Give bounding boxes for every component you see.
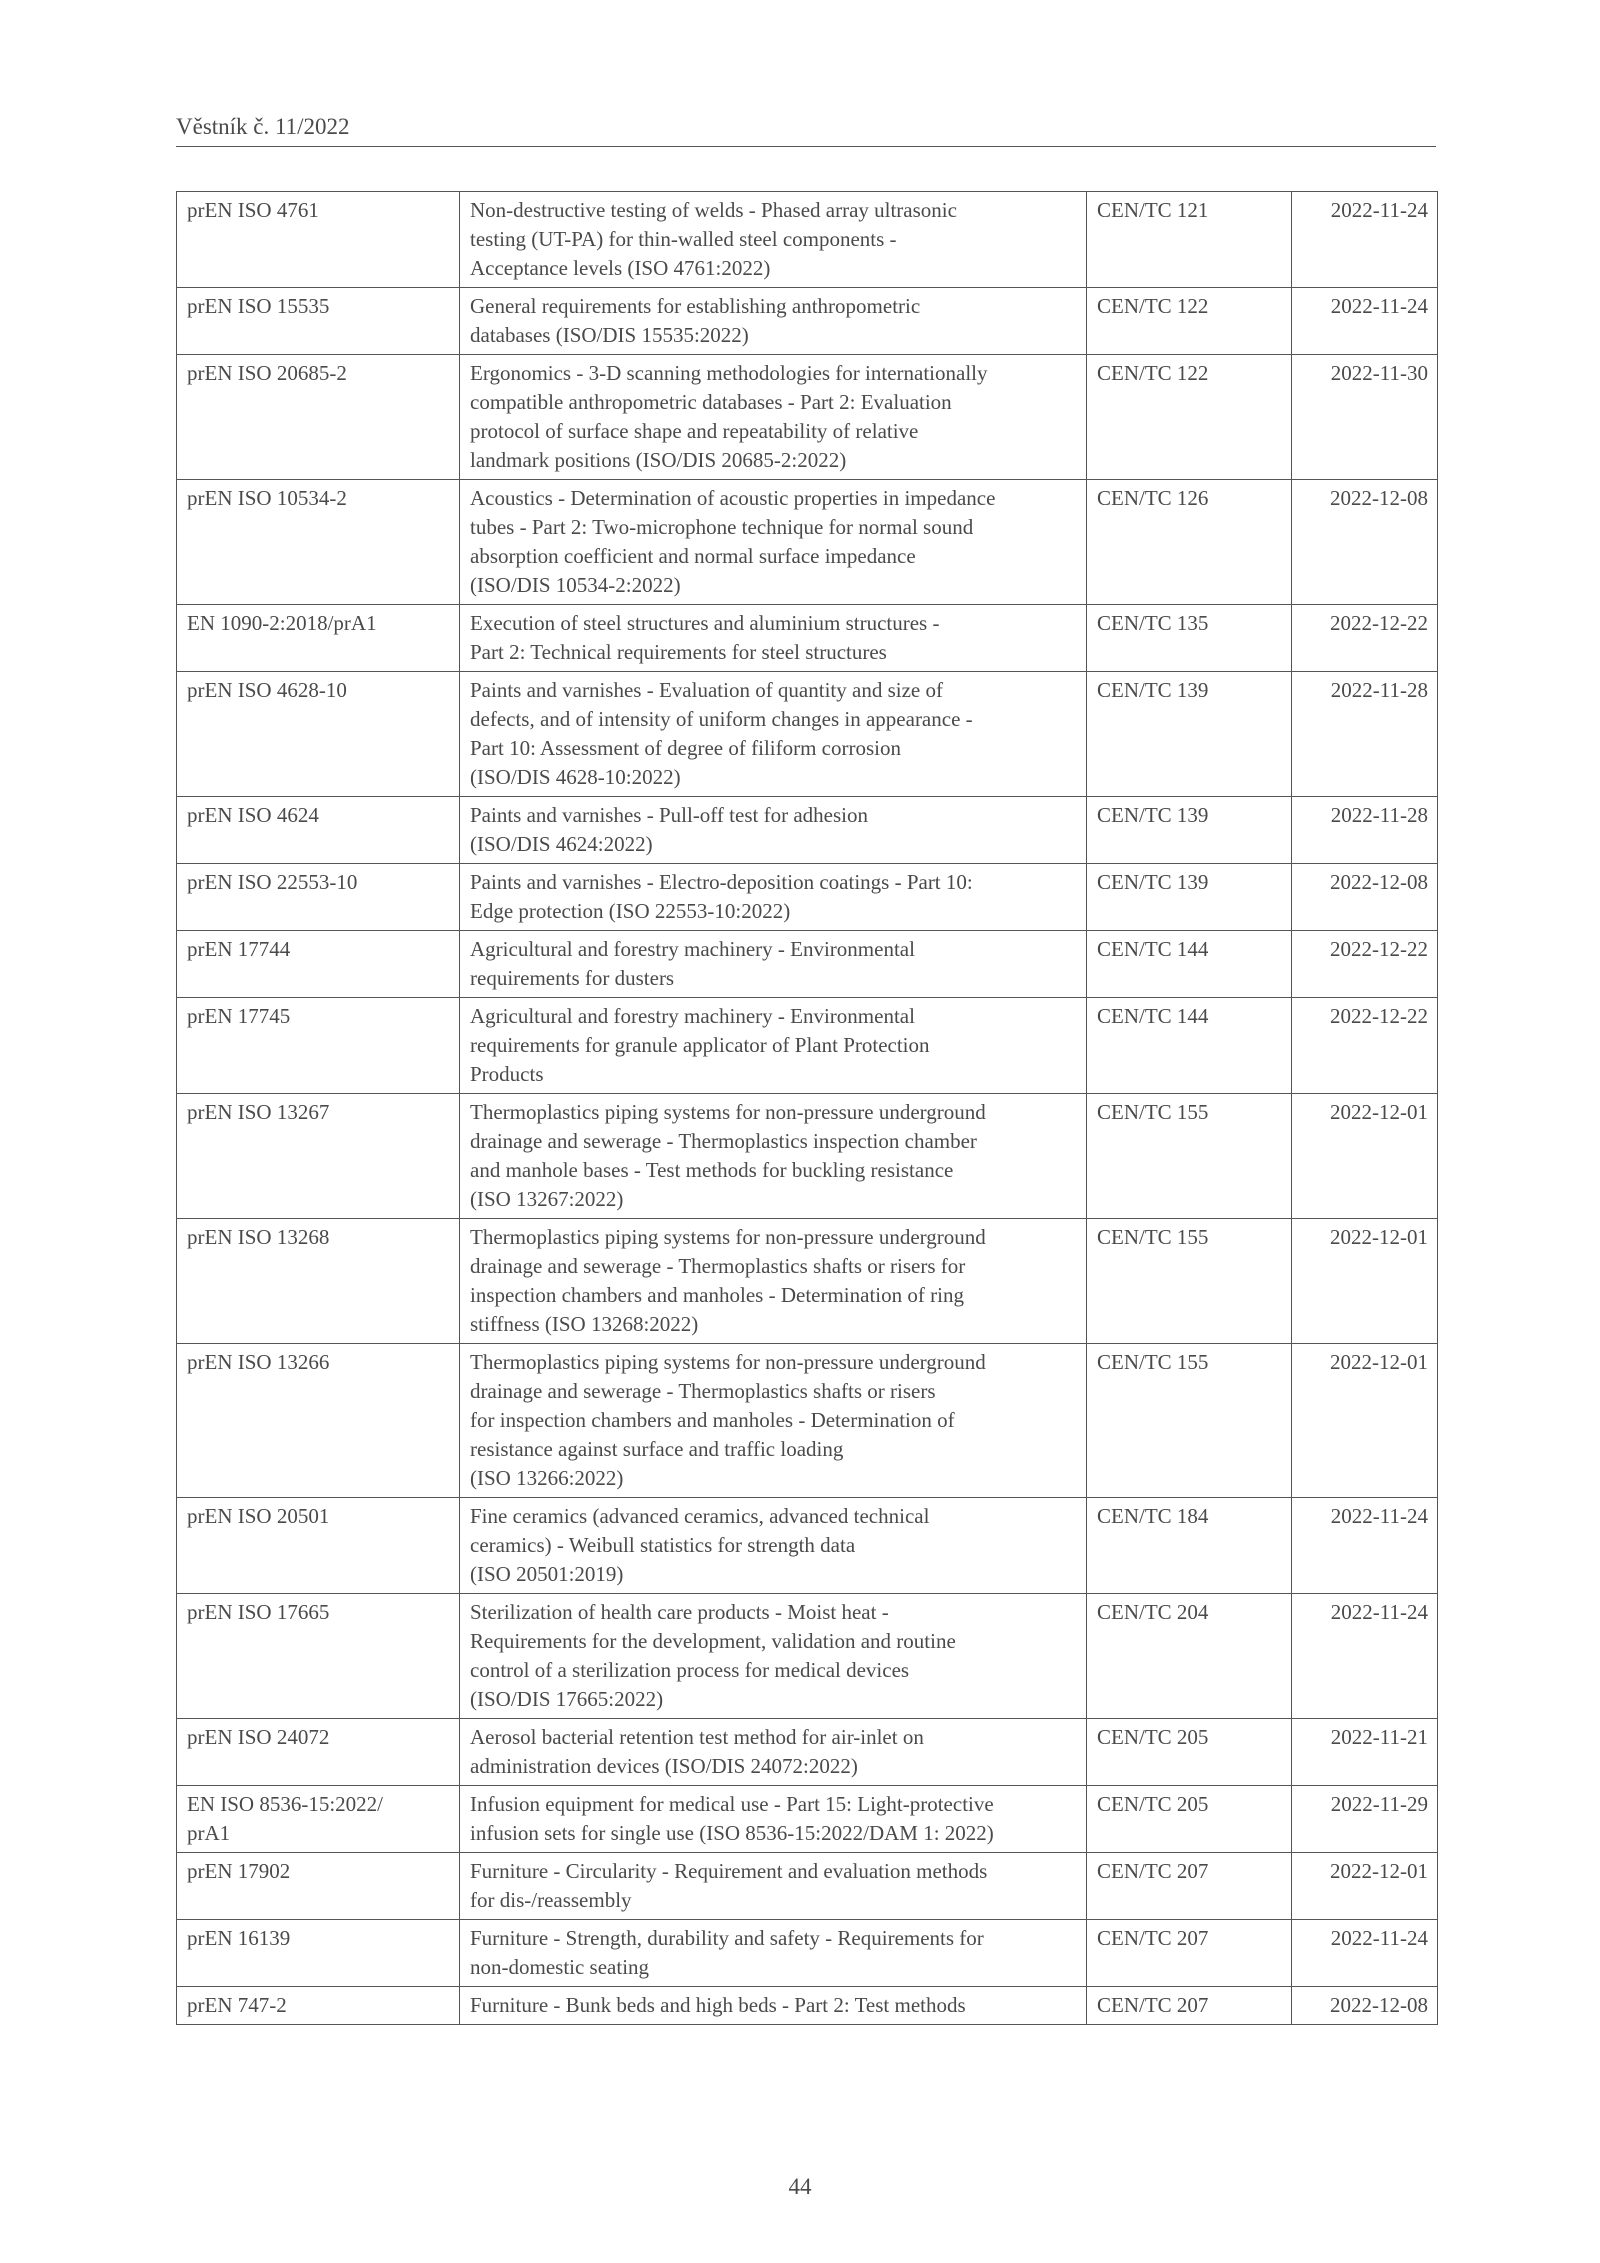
cell-technical-committee: CEN/TC 204 xyxy=(1087,1594,1292,1719)
cell-standard-title xyxy=(460,1786,1087,1853)
cell-date: 2022-12-01 xyxy=(1292,1853,1438,1920)
standard-title-line: drainage and sewerage - Thermoplastics inspection chamber xyxy=(470,1129,977,1153)
table-row xyxy=(177,192,1438,288)
cell-date: 2022-11-24 xyxy=(1292,1920,1438,1987)
cell-technical-committee: CEN/TC 139 xyxy=(1087,864,1292,931)
standard-title-line: databases (ISO/DIS 15535:2022) xyxy=(470,323,749,347)
cell-date: 2022-12-08 xyxy=(1292,1987,1438,2025)
standard-title-line: protocol of surface shape and repeatability of relative xyxy=(470,419,919,443)
standard-title-line: (ISO/DIS 17665:2022) xyxy=(470,1687,664,1711)
standard-title-line: General requirements for establishing anthropometric xyxy=(470,294,921,318)
standard-title-line: compatible anthropometric databases - Part 2: Evaluation xyxy=(470,390,952,414)
standard-title-line: requirements for dusters xyxy=(470,966,675,990)
cell-standard-title xyxy=(460,1920,1087,1987)
cell-date: 2022-11-21 xyxy=(1292,1719,1438,1786)
standard-title-line: Non-destructive testing of welds - Phased array ultrasonic xyxy=(470,198,957,222)
standard-title-line: non-domestic seating xyxy=(470,1955,650,1979)
standard-title-line: Execution of steel structures and aluminium structures - xyxy=(470,611,940,635)
table-row xyxy=(177,480,1438,605)
cell-technical-committee: CEN/TC 121 xyxy=(1087,192,1292,288)
standard-title-line: Furniture - Bunk beds and high beds - Part 2: Test methods xyxy=(470,1993,966,2017)
cell-date: 2022-12-22 xyxy=(1292,931,1438,998)
standard-title-line: (ISO/DIS 4624:2022) xyxy=(470,832,653,856)
cell-technical-committee: CEN/TC 139 xyxy=(1087,797,1292,864)
header-rule xyxy=(176,146,1436,147)
page-number: 44 xyxy=(788,2174,812,2199)
cell-technical-committee: CEN/TC 205 xyxy=(1087,1786,1292,1853)
standard-title-line: drainage and sewerage - Thermoplastics shafts or risers xyxy=(470,1379,936,1403)
cell-standard-code: prEN 17745 xyxy=(177,998,460,1094)
cell-standard-title xyxy=(460,605,1087,672)
cell-standard-code: prEN ISO 4761 xyxy=(177,192,460,288)
cell-date: 2022-11-29 xyxy=(1292,1786,1438,1853)
standard-title-line: Agricultural and forestry machinery - Environmental xyxy=(470,937,915,961)
table-row xyxy=(177,288,1438,355)
cell-date: 2022-12-08 xyxy=(1292,864,1438,931)
standard-title-line: (ISO 13266:2022) xyxy=(470,1466,624,1490)
table-row xyxy=(177,1987,1438,2025)
cell-standard-title xyxy=(460,355,1087,480)
standard-title-line: testing (UT-PA) for thin-walled steel components - xyxy=(470,227,897,251)
cell-standard-code: prEN 17902 xyxy=(177,1853,460,1920)
cell-date: 2022-11-24 xyxy=(1292,1498,1438,1594)
standard-title-line: Part 2: Technical requirements for steel structures xyxy=(470,640,887,664)
cell-standard-title xyxy=(460,1344,1087,1498)
cell-date: 2022-12-22 xyxy=(1292,998,1438,1094)
standards-table xyxy=(176,191,1438,2025)
cell-standard-title xyxy=(460,998,1087,1094)
standard-title-line: Requirements for the development, validation and routine xyxy=(470,1629,956,1653)
standard-title-line: landmark positions (ISO/DIS 20685-2:2022) xyxy=(470,448,847,472)
standard-title-line: Sterilization of health care products - Moist heat - xyxy=(470,1600,889,1624)
cell-technical-committee: CEN/TC 155 xyxy=(1087,1344,1292,1498)
standard-title-line: (ISO 13267:2022) xyxy=(470,1187,624,1211)
cell-date: 2022-11-24 xyxy=(1292,192,1438,288)
standard-title-line: Aerosol bacterial retention test method for air-inlet on xyxy=(470,1725,924,1749)
cell-standard-title xyxy=(460,1853,1087,1920)
standard-title-line: Edge protection (ISO 22553-10:2022) xyxy=(470,899,791,923)
table-row xyxy=(177,672,1438,797)
standard-title-line: Paints and varnishes - Pull-off test for adhesion xyxy=(470,803,868,827)
standard-title-line: absorption coefficient and normal surface impedance xyxy=(470,544,916,568)
cell-standard-code: prEN ISO 13267 xyxy=(177,1094,460,1219)
table-row xyxy=(177,1920,1438,1987)
standard-title-line: infusion sets for single use (ISO 8536-15:2022/DAM 1: 2022) xyxy=(470,1821,994,1845)
table-row xyxy=(177,1219,1438,1344)
cell-standard-code: prEN 17744 xyxy=(177,931,460,998)
cell-date: 2022-12-22 xyxy=(1292,605,1438,672)
table-row xyxy=(177,605,1438,672)
standard-title-line: Acoustics - Determination of acoustic properties in impedance xyxy=(470,486,996,510)
cell-standard-code: prEN ISO 13266 xyxy=(177,1344,460,1498)
page-header xyxy=(176,112,1436,147)
standard-title-line: Fine ceramics (advanced ceramics, advanced technical xyxy=(470,1504,930,1528)
standard-title-line: for inspection chambers and manholes - Determination of xyxy=(470,1408,955,1432)
standard-title-line: inspection chambers and manholes - Determination of ring xyxy=(470,1283,964,1307)
standard-title-line: requirements for granule applicator of Plant Protection xyxy=(470,1033,930,1057)
table-row xyxy=(177,1594,1438,1719)
cell-technical-committee: CEN/TC 184 xyxy=(1087,1498,1292,1594)
standard-title-line: for dis-/reassembly xyxy=(470,1888,632,1912)
cell-technical-committee: CEN/TC 122 xyxy=(1087,355,1292,480)
cell-technical-committee: CEN/TC 135 xyxy=(1087,605,1292,672)
cell-date: 2022-12-01 xyxy=(1292,1344,1438,1498)
cell-standard-code: EN 1090-2:2018/prA1 xyxy=(177,605,460,672)
cell-standard-title xyxy=(460,1987,1087,2025)
standard-title-line: administration devices (ISO/DIS 24072:2022) xyxy=(470,1754,858,1778)
cell-technical-committee: CEN/TC 155 xyxy=(1087,1219,1292,1344)
standard-title-line: Agricultural and forestry machinery - Environmental xyxy=(470,1004,915,1028)
cell-technical-committee: CEN/TC 144 xyxy=(1087,931,1292,998)
standard-title-line: Paints and varnishes - Electro-deposition coatings - Part 10: xyxy=(470,870,973,894)
table-row xyxy=(177,1786,1438,1853)
cell-standard-code: prEN ISO 4624 xyxy=(177,797,460,864)
cell-date: 2022-12-08 xyxy=(1292,480,1438,605)
standard-title-line: Infusion equipment for medical use - Part 15: Light-protective xyxy=(470,1792,994,1816)
standard-title-line: resistance against surface and traffic loading xyxy=(470,1437,844,1461)
table-row xyxy=(177,1853,1438,1920)
cell-standard-code: prEN ISO 10534-2 xyxy=(177,480,460,605)
cell-technical-committee: CEN/TC 122 xyxy=(1087,288,1292,355)
table-row xyxy=(177,1498,1438,1594)
table-row xyxy=(177,1344,1438,1498)
cell-standard-title xyxy=(460,480,1087,605)
table-row xyxy=(177,931,1438,998)
cell-standard-title xyxy=(460,931,1087,998)
cell-standard-title xyxy=(460,1219,1087,1344)
standard-title-line: Acceptance levels (ISO 4761:2022) xyxy=(470,256,771,280)
standard-title-line: Ergonomics - 3-D scanning methodologies for internationally xyxy=(470,361,988,385)
cell-date: 2022-12-01 xyxy=(1292,1219,1438,1344)
standard-title-line: Part 10: Assessment of degree of filiform corrosion xyxy=(470,736,901,760)
standard-code-line: prA1 xyxy=(187,1821,231,1845)
standard-title-line: (ISO/DIS 4628-10:2022) xyxy=(470,765,681,789)
table-row xyxy=(177,355,1438,480)
standard-title-line: ceramics) - Weibull statistics for strength data xyxy=(470,1533,856,1557)
cell-standard-code xyxy=(177,1786,460,1853)
cell-technical-committee: CEN/TC 126 xyxy=(1087,480,1292,605)
standard-title-line: Furniture - Circularity - Requirement and evaluation methods xyxy=(470,1859,988,1883)
standard-title-line: Thermoplastics piping systems for non-pressure underground xyxy=(470,1350,986,1374)
cell-standard-code: prEN ISO 17665 xyxy=(177,1594,460,1719)
cell-date: 2022-11-28 xyxy=(1292,672,1438,797)
standard-title-line: tubes - Part 2: Two-microphone technique for normal sound xyxy=(470,515,974,539)
standard-title-line: defects, and of intensity of uniform changes in appearance - xyxy=(470,707,973,731)
table-row xyxy=(177,797,1438,864)
cell-date: 2022-12-01 xyxy=(1292,1094,1438,1219)
cell-standard-title xyxy=(460,1719,1087,1786)
standard-title-line: Thermoplastics piping systems for non-pressure underground xyxy=(470,1100,986,1124)
standard-title-line: and manhole bases - Test methods for buckling resistance xyxy=(470,1158,954,1182)
header-title: Věstník č. 11/2022 xyxy=(176,114,350,139)
standard-title-line: Paints and varnishes - Evaluation of quantity and size of xyxy=(470,678,943,702)
cell-technical-committee: CEN/TC 144 xyxy=(1087,998,1292,1094)
standard-title-line: Thermoplastics piping systems for non-pressure underground xyxy=(470,1225,986,1249)
standard-code-line: EN ISO 8536-15:2022/ xyxy=(187,1792,383,1816)
cell-standard-title xyxy=(460,192,1087,288)
cell-date: 2022-11-24 xyxy=(1292,288,1438,355)
cell-standard-code: prEN ISO 22553-10 xyxy=(177,864,460,931)
cell-standard-code: prEN ISO 13268 xyxy=(177,1219,460,1344)
cell-standard-title xyxy=(460,864,1087,931)
cell-standard-code: prEN ISO 20685-2 xyxy=(177,355,460,480)
cell-standard-title xyxy=(460,797,1087,864)
cell-standard-title xyxy=(460,1094,1087,1219)
cell-technical-committee: CEN/TC 139 xyxy=(1087,672,1292,797)
standard-title-line: (ISO 20501:2019) xyxy=(470,1562,624,1586)
cell-technical-committee: CEN/TC 205 xyxy=(1087,1719,1292,1786)
cell-technical-committee: CEN/TC 207 xyxy=(1087,1920,1292,1987)
cell-technical-committee: CEN/TC 155 xyxy=(1087,1094,1292,1219)
cell-date: 2022-11-24 xyxy=(1292,1594,1438,1719)
cell-standard-code: prEN ISO 4628-10 xyxy=(177,672,460,797)
cell-technical-committee: CEN/TC 207 xyxy=(1087,1987,1292,2025)
table-row xyxy=(177,864,1438,931)
cell-standard-code: prEN ISO 20501 xyxy=(177,1498,460,1594)
cell-standard-code: prEN 16139 xyxy=(177,1920,460,1987)
cell-standard-code: prEN 747-2 xyxy=(177,1987,460,2025)
standard-title-line: (ISO/DIS 10534-2:2022) xyxy=(470,573,681,597)
standard-title-line: stiffness (ISO 13268:2022) xyxy=(470,1312,699,1336)
cell-standard-title xyxy=(460,672,1087,797)
cell-standard-title xyxy=(460,288,1087,355)
cell-standard-code: prEN ISO 15535 xyxy=(177,288,460,355)
cell-date: 2022-11-30 xyxy=(1292,355,1438,480)
cell-technical-committee: CEN/TC 207 xyxy=(1087,1853,1292,1920)
cell-standard-title xyxy=(460,1594,1087,1719)
table-row xyxy=(177,998,1438,1094)
standard-title-line: control of a sterilization process for medical devices xyxy=(470,1658,910,1682)
cell-date: 2022-11-28 xyxy=(1292,797,1438,864)
standard-title-line: drainage and sewerage - Thermoplastics shafts or risers for xyxy=(470,1254,966,1278)
cell-standard-title xyxy=(460,1498,1087,1594)
standards-table-body xyxy=(177,192,1438,2025)
standard-title-line: Products xyxy=(470,1062,544,1086)
standard-title-line: Furniture - Strength, durability and safety - Requirements for xyxy=(470,1926,984,1950)
cell-standard-code: prEN ISO 24072 xyxy=(177,1719,460,1786)
table-row xyxy=(177,1719,1438,1786)
table-row xyxy=(177,1094,1438,1219)
